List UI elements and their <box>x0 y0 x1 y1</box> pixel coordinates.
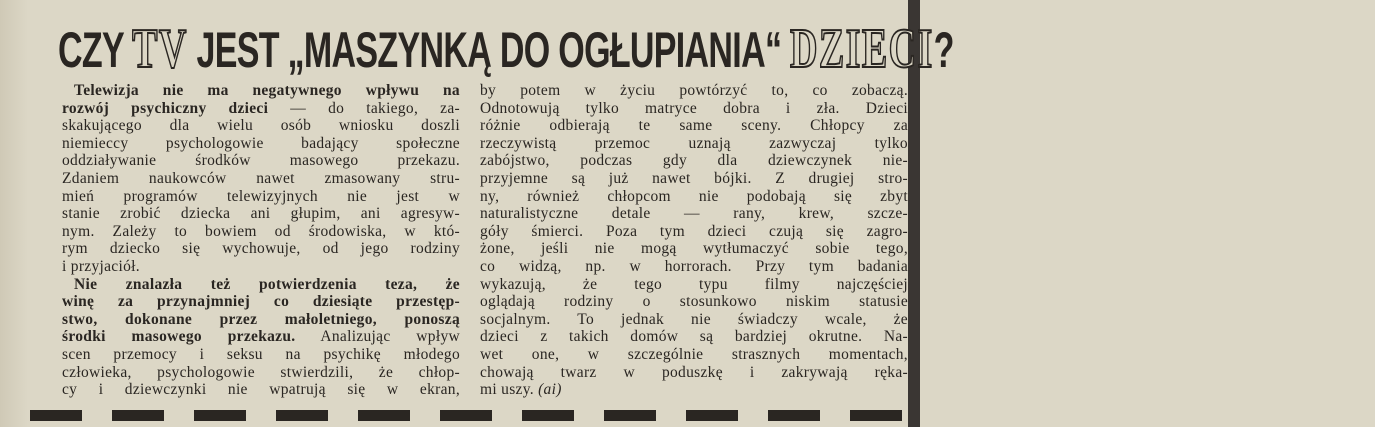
text-line <box>480 328 908 346</box>
body-text: by potem w życiu powtórzyć to, co zobaczą. <box>480 82 908 99</box>
bold-text: rozwój psychiczny dzieci <box>62 99 269 117</box>
text-line <box>480 135 908 153</box>
body-text: nym. Zależy to bowiem od środowiska, w któ- <box>62 222 460 240</box>
text-line <box>62 223 460 241</box>
author-initials: (ai) <box>538 381 562 399</box>
text-line <box>62 328 460 346</box>
body-text: naturalistyczne detale — rany, krew, szcze- <box>480 205 908 223</box>
body-text: socjalnym. To jednak nie świadczy wcale, że <box>480 310 908 328</box>
body-text: Analizując wpływ <box>295 328 460 346</box>
text-line <box>480 240 908 258</box>
body-text: skakującego dla wielu osób wniosku doszli <box>62 117 460 135</box>
text-line <box>62 117 460 135</box>
text-line <box>480 346 908 364</box>
body-text: oddziaływanie środków masowego przekazu. <box>62 152 460 170</box>
body-text: mi uszy. <box>480 381 539 399</box>
text-line <box>480 152 908 170</box>
text-line <box>480 170 908 188</box>
body-text: góły śmierci. Poza tym dzieci czują się zagro- <box>480 222 908 240</box>
body-text: zabójstwo, podczas gdy dla dziewczynek nie- <box>480 152 908 170</box>
text-line <box>62 240 460 258</box>
text-line <box>62 293 460 311</box>
headline <box>58 18 954 80</box>
bold-text: winę za przynajmniej co dziesiąte przestęp- <box>62 293 460 311</box>
text-line <box>480 223 908 241</box>
body-text: różnie odbierają te same sceny. Chłopcy za <box>480 117 908 135</box>
bold-text: stwo, dokonane przez małoletniego, ponoszą <box>62 310 460 328</box>
body-text: mień programów telewizyjnych nie jest w <box>62 187 460 205</box>
text-line <box>480 117 908 135</box>
bottom-dashed-rule <box>0 410 908 421</box>
text-line <box>62 364 460 382</box>
headline-part1: CZY <box>58 22 133 78</box>
text-line <box>480 311 908 329</box>
body-text: przyjemne są już nawet bójki. Z drugiej stro- <box>480 169 908 187</box>
body-text: ny, również chłopcom nie podobają się zbyt <box>480 187 908 205</box>
body-text: — do takiego, za- <box>268 99 460 117</box>
body-text: Odnotowują tylko matryce dobra i zła. Dzieci <box>480 99 908 117</box>
body-text: żone, jeśli nie mogą wytłumaczyć sobie tego, <box>480 240 908 258</box>
text-line <box>62 276 460 294</box>
text-line <box>62 82 460 100</box>
body-text: oglądają rodziny o stosunkowo niskim statusie <box>480 293 908 311</box>
text-line <box>62 205 460 223</box>
body-text: cy i dziewczynki nie wpatrują się w ekran, <box>62 381 460 399</box>
text-line <box>62 100 460 118</box>
headline-part2: JEST „MASZYNKĄ DO OGŁUPIANIA“ <box>187 22 791 78</box>
text-line <box>62 311 460 329</box>
body-text: chowają twarz w poduszkę i zakrywają ręka- <box>480 363 908 381</box>
bold-text: Telewizja nie ma negatywnego wpływu na <box>74 82 460 99</box>
body-text: rym dziecko się wychowuje, od jego rodziny <box>62 240 460 258</box>
body-text: Zdaniem naukowców nawet zmasowany stru- <box>62 169 460 187</box>
headline-question-mark: ? <box>933 22 954 78</box>
text-line <box>480 276 908 294</box>
text-line <box>480 293 908 311</box>
body-text: wet one, w szczególnie strasznych momentach, <box>480 345 908 363</box>
text-line <box>62 258 460 276</box>
text-line <box>62 346 460 364</box>
text-line <box>480 381 908 399</box>
text-line <box>62 381 460 399</box>
body-text: człowieka, psychologowie stwierdzili, że chłop- <box>62 363 460 381</box>
body-text: scen przemocy i seksu na psychikę młodego <box>62 345 460 363</box>
body-text: dzieci z takich domów są bardziej okrutne. Na- <box>480 328 908 346</box>
text-line <box>480 100 908 118</box>
text-line <box>480 188 908 206</box>
text-line <box>62 152 460 170</box>
text-line <box>480 258 908 276</box>
right-column <box>480 82 908 399</box>
left-column <box>62 82 460 399</box>
page-edge-shadow <box>0 0 28 427</box>
body-text: wykazują, że tego typu filmy najczęściej <box>480 275 908 293</box>
text-line <box>480 205 908 223</box>
text-line <box>62 135 460 153</box>
headline-tv: TV <box>132 18 188 80</box>
body-text: i przyjaciół. <box>62 257 140 275</box>
body-text: co widzą, np. w horrorach. Przy tym badania <box>480 257 908 275</box>
text-line <box>480 364 908 382</box>
headline-dzieci: DZIECI <box>790 18 934 80</box>
body-text: stanie zrobić dziecka ani głupim, ani agresyw- <box>62 205 460 223</box>
body-text: rzeczywistą przemoc uznają zazwyczaj tylko <box>480 134 908 152</box>
text-line <box>62 170 460 188</box>
text-line <box>480 82 908 100</box>
body-text: niemieccy psychologowie badający społeczne <box>62 134 460 152</box>
bold-text: środki masowego przekazu. <box>62 328 296 346</box>
bold-text: Nie znalazła też potwierdzenia teza, że <box>74 275 460 293</box>
text-line <box>62 188 460 206</box>
